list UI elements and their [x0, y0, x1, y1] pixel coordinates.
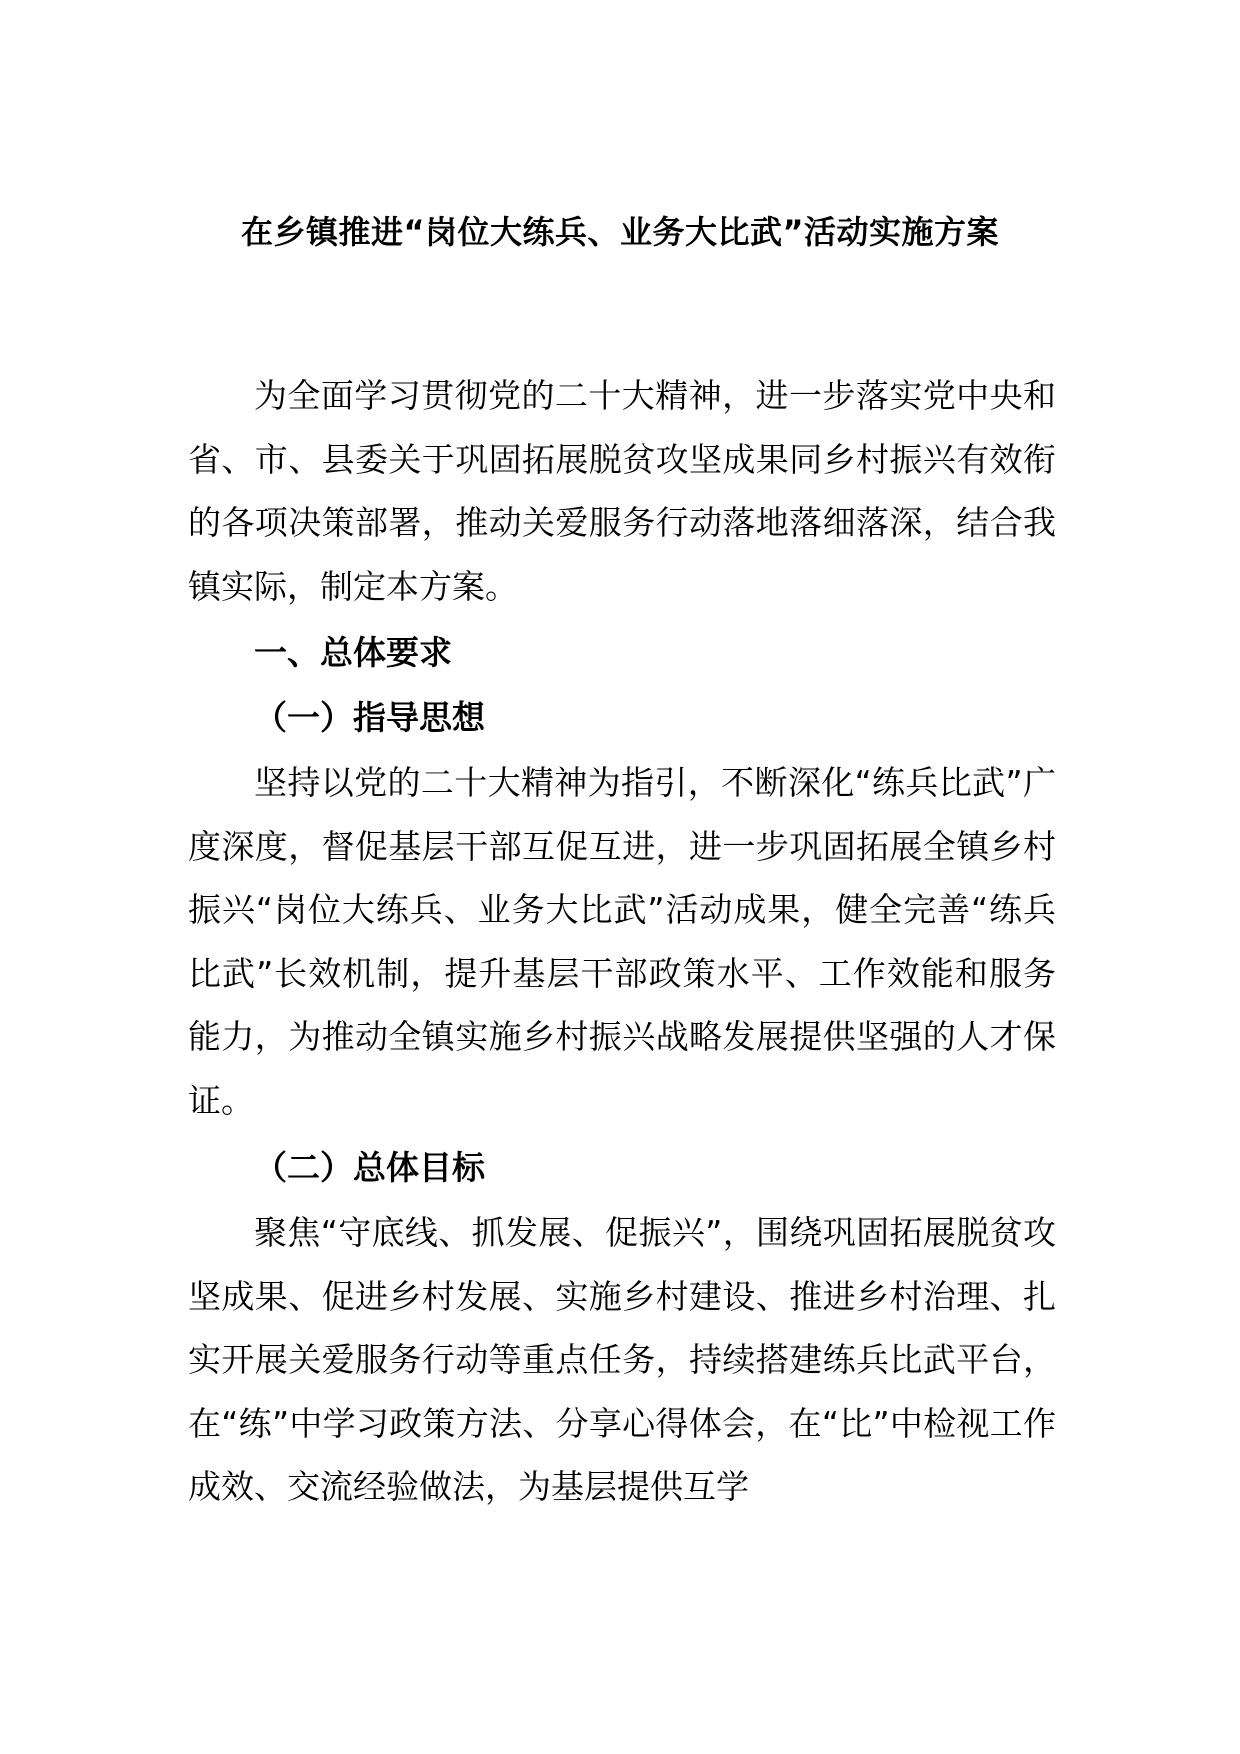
guiding-ideology-paragraph: 坚持以党的二十大精神为指引，不断深化“练兵比武”广度深度，督促基层干部互促互进，进一步巩固拓展全镇乡村振兴“岗位大练兵、业务大比武”活动成果，健全完善“练兵比武”长效机制，提升基层干部政策水平、工作效能和服务能力，为推动全镇实施乡村振兴战略发展提供坚强的人才保证。 [188, 763, 1056, 1120]
subsection-heading-guiding-ideology: （一）指导思想 [254, 698, 485, 737]
document-title: 在乡镇推进“岗位大练兵、业务大比武”活动实施方案 [240, 213, 1000, 251]
subsection-heading-overall-goal: （二）总体目标 [254, 1148, 485, 1187]
section-heading-overall-requirements: 一、总体要求 [254, 633, 452, 672]
overall-goal-paragraph: 聚焦“守底线、抓发展、促振兴”，围绕巩固拓展脱贫攻坚成果、促进乡村发展、实施乡村建设、推进乡村治理、扎实开展关爱服务行动等重点任务，持续搭建练兵比武平台，在“练”中学习政策方法、分享心得体会，在“比”中检视工作成效、交流经验做法，为基层提供互学 [188, 1213, 1056, 1506]
intro-paragraph: 为全面学习贯彻党的二十大精神，进一步落实党中央和省、市、县委关于巩固拓展脱贫攻坚成果同乡村振兴有效衔的各项决策部署，推动关爱服务行动落地落细落深，结合我镇实际，制定本方案。 [188, 376, 1056, 606]
